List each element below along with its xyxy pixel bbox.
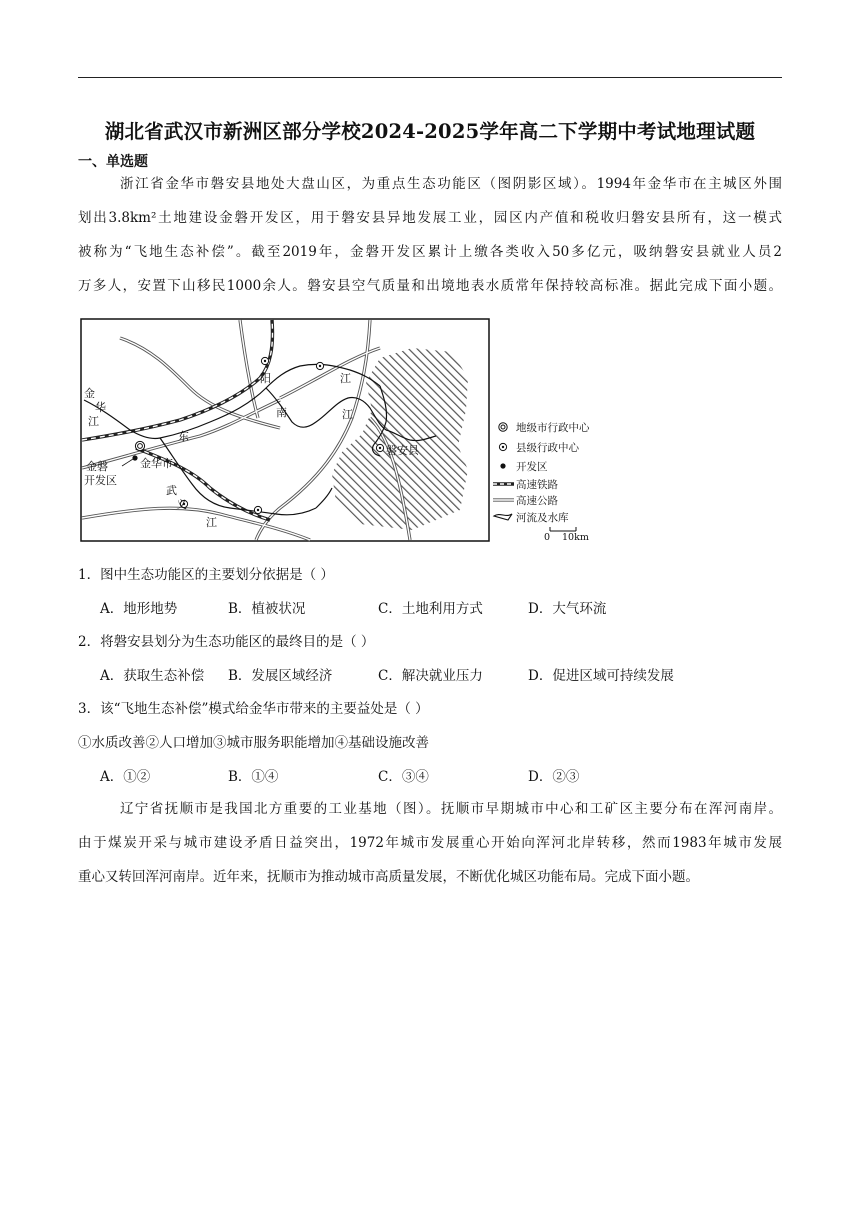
q1-option-a[interactable]: A．地形地势 xyxy=(100,601,178,617)
scale-km: 10km xyxy=(562,532,589,543)
passage-2-line: 由于煤炭开采与城市建设矛盾日益突出，1972年城市发展重心开始向浑河北岸转移，然而1983年城市发展 xyxy=(78,835,782,851)
q2-option-c[interactable]: C．解决就业压力 xyxy=(378,668,483,684)
legend-label: 高速公路 xyxy=(516,495,558,507)
map-label: 金磐 xyxy=(86,460,108,473)
map-label: 武 xyxy=(166,484,177,497)
q2-option-d[interactable]: D．促进区域可持续发展 xyxy=(528,668,674,684)
map-label: 江 xyxy=(342,408,353,421)
legend-label: 河流及水库 xyxy=(516,512,569,524)
question-2: 2．将磐安县划分为生态功能区的最终目的是（ ） xyxy=(78,634,375,650)
city-center-jinhua xyxy=(135,441,144,450)
map-label: 开发区 xyxy=(84,474,117,487)
q3-option-b[interactable]: B．①④ xyxy=(228,769,279,785)
q1-option-d[interactable]: D．大气环流 xyxy=(528,601,607,617)
passage-1-line: 划出3.8km²土地建设金磐开发区，用于磐安县异地发展工业，园区内产值和税收归磐安县所有，这一模式 xyxy=(78,210,782,226)
question-3-statements: ①水质改善②人口增加③城市服务职能增加④基础设施改善 xyxy=(78,735,429,751)
map-figure xyxy=(80,318,600,544)
map-label: 阳 xyxy=(260,372,271,385)
header-rule xyxy=(78,77,782,78)
legend-label: 开发区 xyxy=(516,461,548,473)
passage-2-line: 辽宁省抚顺市是我国北方重要的工业基地（图）。抚顺市早期城市中心和工矿区主要分布在浑河南岸。 xyxy=(120,801,782,817)
passage-2 xyxy=(78,792,782,894)
q3-option-c[interactable]: C．③④ xyxy=(378,769,429,785)
passage-1-line: 万多人，安置下山移民1000余人。磐安县空气质量和出境地表水质常年保持较高标准。据此完成下面小题。 xyxy=(78,278,782,294)
q3-option-d[interactable]: D．②③ xyxy=(528,769,580,785)
map-label: 江 xyxy=(206,516,217,529)
map-label: 南 xyxy=(276,406,287,419)
passage-1-line: 浙江省金华市磐安县地处大盘山区，为重点生态功能区（图阴影区域）。1994年金华市在主城区外围 xyxy=(120,176,782,192)
q2-option-b[interactable]: B．发展区域经济 xyxy=(228,668,333,684)
q2-option-a[interactable]: A．获取生态补偿 xyxy=(100,668,205,684)
scale-zero: 0 xyxy=(544,532,551,543)
legend-label: 县级行政中心 xyxy=(516,442,579,454)
q1-option-b[interactable]: B．植被状况 xyxy=(228,601,306,617)
city-center-icon xyxy=(499,423,507,431)
page-title: 湖北省武汉市新洲区部分学校2024-2025学年高二下学期中考试地理试题 xyxy=(104,120,756,143)
question-1: 1．图中生态功能区的主要划分依据是（ ） xyxy=(78,567,334,583)
map-label: 华 xyxy=(95,401,106,414)
river-icon xyxy=(494,514,512,520)
map-label: 金 xyxy=(84,387,95,400)
section-title: 一、单选题 xyxy=(78,154,148,170)
map-label: 东 xyxy=(178,430,189,443)
map-legend xyxy=(493,421,590,543)
map-label: 江 xyxy=(88,415,99,428)
map-label: 金华市 xyxy=(140,457,173,470)
passage-1-line: 被称为“飞地生态补偿”。截至2019年，金磐开发区累计上缴各类收入50多亿元，吸纳磐安县就业人员2 xyxy=(78,244,782,260)
passage-2-line: 重心又转回浑河南岸。近年来，抚顺市为推动城市高质量发展，不断优化城区功能布局。完成下面小题。 xyxy=(78,869,699,885)
dev-zone-icon xyxy=(500,463,505,468)
legend-label: 高速铁路 xyxy=(516,479,558,491)
q3-option-a[interactable]: A．①② xyxy=(100,769,151,785)
passage-1 xyxy=(78,167,782,303)
question-3: 3．该“飞地生态补偿”模式给金华市带来的主要益处是（ ） xyxy=(78,701,429,717)
map-label: 磐安县 xyxy=(386,444,419,457)
q1-option-c[interactable]: C．土地利用方式 xyxy=(378,601,483,617)
map-label: 义 xyxy=(176,498,187,511)
dev-zone-dot xyxy=(132,455,137,460)
legend-label: 地级市行政中心 xyxy=(516,422,590,434)
map-label: 江 xyxy=(340,372,351,385)
